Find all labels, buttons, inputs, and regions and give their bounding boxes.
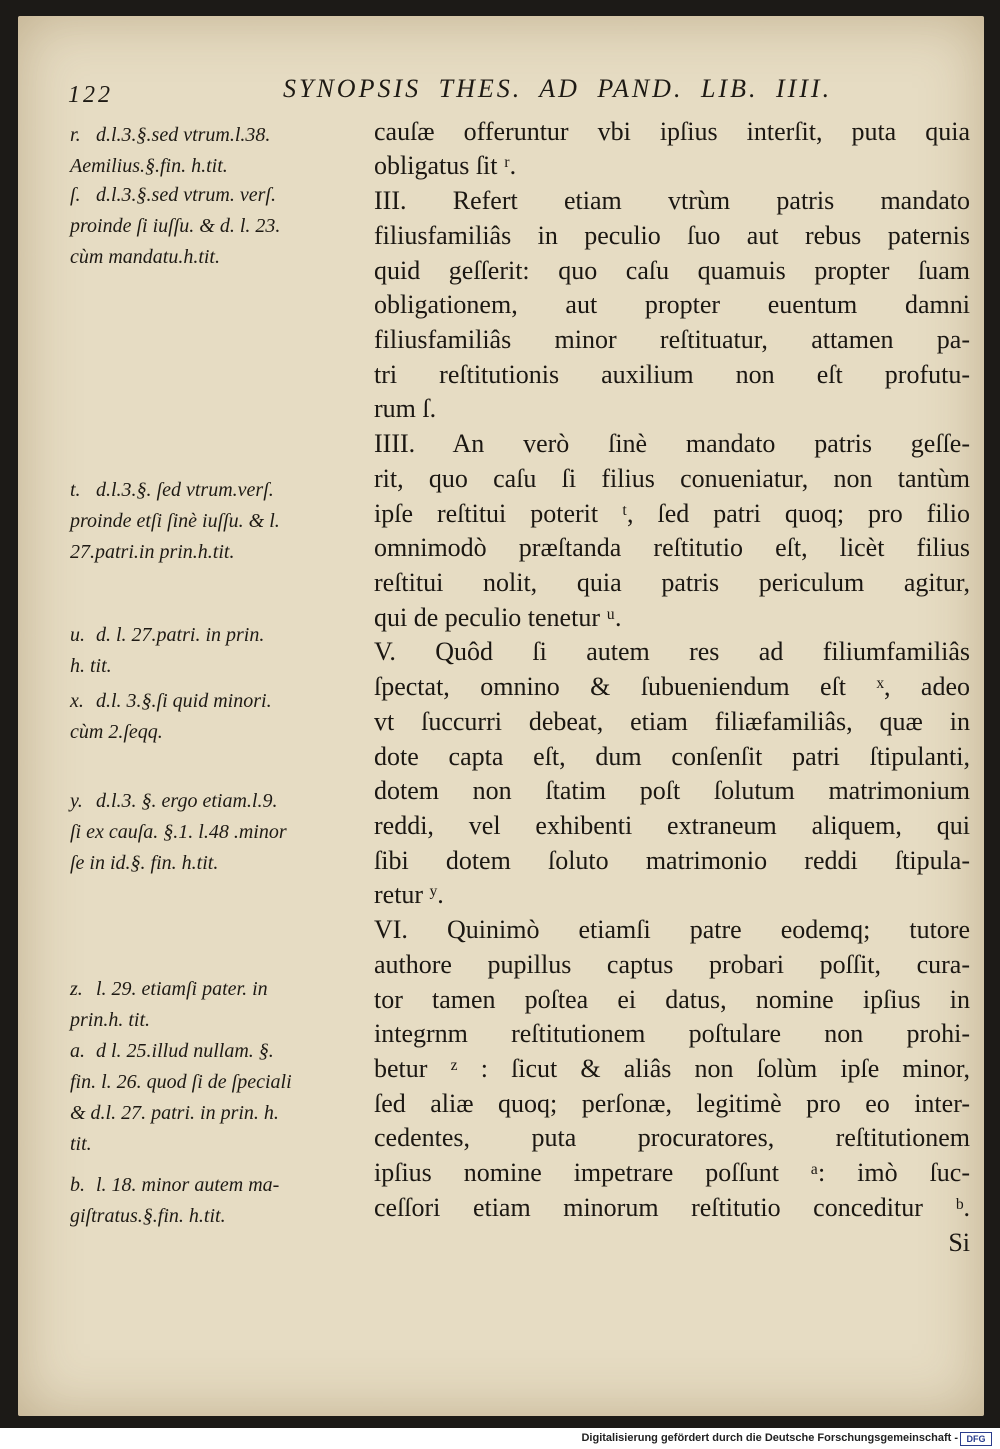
note-line: cùm 2.ſeqq. xyxy=(70,721,163,743)
text-line: VI. Quinimò etiamſi patre eodemq; tutore xyxy=(374,915,970,944)
margin-note-x xyxy=(70,686,380,748)
note-line: d l. 25.illud nullam. §. xyxy=(96,1040,274,1062)
text-line: integrnm reſtitutionem poſtulare non prohi- xyxy=(374,1019,970,1048)
text-line: ſibi dotem ſoluto matrimonio reddi ſtipula- xyxy=(374,846,970,875)
text-line: ſpectat, omnino & ſubueniendum eſt ˣ, adeo xyxy=(374,672,970,701)
note-line: d.l. 3.§.ſi quid minori. xyxy=(96,690,272,712)
text-line: authore pupillus captus probari poſſit, cura- xyxy=(374,950,970,979)
text-line: ceſſori etiam minorum reſtitutio conceditur ᵇ. xyxy=(374,1193,970,1222)
note-marker: x. xyxy=(70,690,84,712)
margin-note-t xyxy=(70,475,380,568)
text-line: retur ʸ. xyxy=(374,880,444,909)
text-line: dotem non ſtatim poſt ſolutum matrimonium xyxy=(374,776,970,805)
text-line: ſed aliæ quoq; perſonæ, legitimè pro eo inter- xyxy=(374,1089,970,1118)
margin-note-a xyxy=(70,1036,380,1160)
note-marker: r. xyxy=(70,124,81,146)
note-marker: y. xyxy=(70,790,83,812)
note-marker: z. xyxy=(70,978,83,1000)
note-line: fin. l. 26. quod ſi de ſpeciali xyxy=(70,1071,292,1093)
text-line: cauſæ offeruntur vbi ipſius interſit, puta quia xyxy=(374,117,970,146)
text-line: IIII. An verò ſinè mandato patris geſſe- xyxy=(374,429,970,458)
page-number: 122 xyxy=(68,82,113,108)
note-marker: ſ. xyxy=(70,184,81,206)
text-line: cedentes, puta procuratores, reſtitutionem xyxy=(374,1123,970,1152)
note-marker: b. xyxy=(70,1174,85,1196)
text-line: reſtitui nolit, quia patris periculum agitur, xyxy=(374,568,970,597)
note-line: h. tit. xyxy=(70,655,112,677)
text-line: quid geſſerit: quo caſu quamuis propter ſuam xyxy=(374,256,970,285)
text-line: III. Refert etiam vtrùm patris mandato xyxy=(374,186,970,215)
note-line: proinde ſi iuſſu. & d. l. 23. xyxy=(70,215,281,237)
text-line: reddi, vel exhibenti extraneum aliquem, qui xyxy=(374,811,970,840)
text-line: obligationem, aut propter euentum damni xyxy=(374,290,970,319)
note-marker: u. xyxy=(70,624,85,646)
note-line: ſi ex cauſa. §.1. l.48 .minor xyxy=(70,821,287,843)
text-line: vt ſuccurri debeat, etiam filiæfamiliâs, quæ in xyxy=(374,707,970,736)
margin-note-s xyxy=(70,180,380,273)
note-marker: t. xyxy=(70,479,81,501)
running-title: SYNOPSIS THES. AD PAND. LIB. IIII. xyxy=(283,74,833,103)
text-line: rum ſ. xyxy=(374,394,437,423)
note-line: giſtratus.§.fin. h.tit. xyxy=(70,1205,226,1227)
text-line: dote capta eſt, dum conſenſit patri ſtipulanti, xyxy=(374,742,970,771)
running-head xyxy=(68,74,916,114)
note-line: proinde etſi ſinè iuſſu. & l. xyxy=(70,510,280,532)
note-line: tit. xyxy=(70,1133,92,1155)
text-line: filiusfamiliâs in peculio ſuo aut rebus paternis xyxy=(374,221,970,250)
margin-note-z xyxy=(70,974,380,1036)
text-line: tor tamen poſtea ei datus, nomine ipſius in xyxy=(374,985,970,1014)
text-line: V. Quôd ſi autem res ad filiumfamiliâs xyxy=(374,637,970,666)
book-page xyxy=(18,16,984,1416)
dfg-logo: DFG xyxy=(960,1432,992,1446)
margin-note-y xyxy=(70,786,380,879)
note-line: d.l.3.§.sed vtrum. verſ. xyxy=(96,184,276,206)
note-line: d.l.3.§. ſed vtrum.verſ. xyxy=(96,479,274,501)
note-line: d.l.3.§.sed vtrum.l.38. xyxy=(96,124,271,146)
text-line: omnimodò præſtanda reſtitutio eſt, licèt filius xyxy=(374,533,970,562)
text-line: ipſe reſtitui poterit ᵗ, ſed patri quoq; pro filio xyxy=(374,499,970,528)
text-line: rit, quo caſu ſi filius conueniatur, non tantùm xyxy=(374,464,970,493)
margin-note-u xyxy=(70,620,380,682)
text-line: ipſius nomine impetrare poſſunt ᵃ: imò ſuc- xyxy=(374,1158,970,1187)
note-line: d. l. 27.patri. in prin. xyxy=(96,624,265,646)
text-line: filiusfamiliâs minor reſtituatur, attamen pa- xyxy=(374,325,970,354)
text-line: obligatus ſit ʳ. xyxy=(374,151,517,180)
margin-note-r xyxy=(70,120,380,182)
note-marker: a. xyxy=(70,1040,85,1062)
note-line: cùm mandatu.h.tit. xyxy=(70,246,220,268)
note-line: 27.patri.in prin.h.tit. xyxy=(70,541,235,563)
footer-text: Digitalisierung gefördert durch die Deutsche Forschungsgemeinschaft - xyxy=(581,1432,958,1444)
note-line: l. 18. minor autem ma- xyxy=(96,1174,280,1196)
catchword: Si xyxy=(948,1228,970,1257)
text-line: qui de peculio tenetur ᵘ. xyxy=(374,603,622,632)
note-line: ſe in id.§. fin. h.tit. xyxy=(70,852,219,874)
text-line: tri reſtitutionis auxilium non eſt profutu- xyxy=(374,360,970,389)
margin-note-b xyxy=(70,1170,380,1232)
note-line: l. 29. etiamſi pater. in xyxy=(96,978,268,1000)
digitization-footer xyxy=(0,1428,1000,1449)
note-line: d.l.3. §. ergo etiam.l.9. xyxy=(96,790,278,812)
note-line: Aemilius.§.fin. h.tit. xyxy=(70,155,228,177)
note-line: & d.l. 27. patri. in prin. h. xyxy=(70,1102,279,1124)
note-line: prin.h. tit. xyxy=(70,1009,151,1031)
text-line: betur ᶻ : ſicut & aliâs non ſolùm ipſe minor, xyxy=(374,1054,970,1083)
